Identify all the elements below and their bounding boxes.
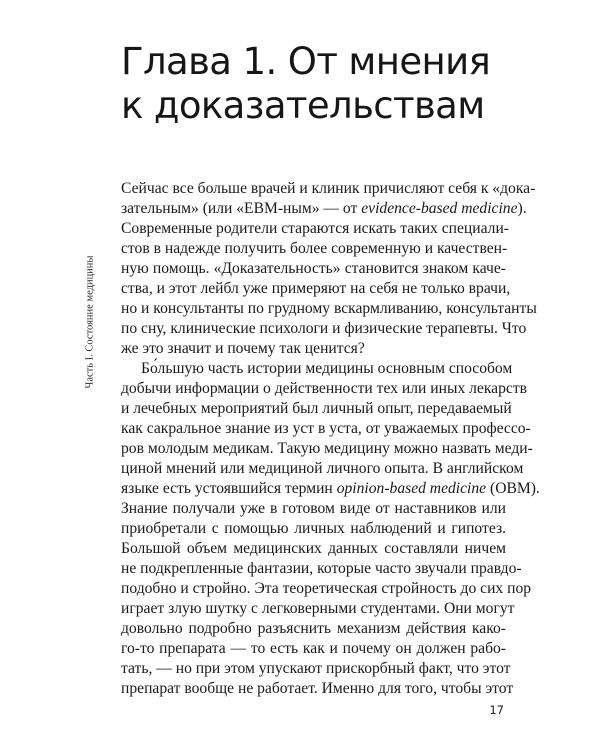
text-line: приобретали с помощью личных наблюдений и гипотез. [121,520,506,537]
body-text [121,179,540,699]
page-number: 17 [489,703,504,717]
italic-term: evidence-based medicine [361,200,518,217]
text-line: не подкрепленные фантазии, которые часто звучали правдо- [121,560,522,577]
text-line: языке есть устоявшийся термин opinion-based medicine (OBM). [121,480,540,497]
text-line: Современные родители стараются искать таких специали- [121,220,509,237]
text-line: Знание получали уже в готовом виде от наставников или [121,500,506,517]
text-line: ства, и этот лейбл уже примеряют на себя не только врачи, [121,280,511,297]
running-head: Часть I. Состояние медицины [84,255,96,389]
text-line: го-то препарата — то есть как и почему он должен рабо- [121,640,506,657]
chapter-title-line-2: к доказательствам [121,84,485,127]
text-line: ров молодым медикам. Такую медицину можно назвать меди- [121,440,533,457]
text-line: стов в надежде получить более современную и качествен- [121,240,508,257]
text-line: и лечебных мероприятий был личный опыт, передаваемый [121,400,512,417]
text-line: довольно подробно разъяснить механизм действия како- [121,620,506,637]
text-line: Сейчас все больше врачей и клиник причисляют себя к «дока- [121,180,536,197]
text-line: циной мнений или медициной личного опыта. В английском [121,460,524,477]
text-line: Бо́льшую часть истории медицины основным способом [141,360,513,377]
text-line: же это значит и почему так ценится? [121,340,365,357]
chapter-title [121,40,490,128]
text-line: Большой объем медицинских данных составляли ничем [121,540,506,557]
text-line: тать, — но при этом упускают прискорбный факт, что этот [121,660,511,677]
text-line: зательным» (или «EBM-ным» — от evidence-based medicine). [121,200,527,217]
text-line: но и консультанты по грудному вскармливанию, консультанты [121,300,537,317]
italic-term: opinion-based medicine [336,480,487,497]
text-line: добычи информации о действенности тех или иных лекарств [121,380,527,397]
text-line: подобно и стройно. Эта теоретическая стройность до сих пор [121,580,532,597]
text-line: как сакральное знание из уст в уста, от уважаемых профессо- [121,420,531,437]
text-line: по сну, клинические психологи и физические терапевты. Что [121,320,527,337]
chapter-title-line-1: Глава 1. От мнения [121,40,491,83]
text-line: играет злую шутку с легковерными студентами. Они могут [121,600,515,617]
text-line: ную помощь. «Доказательность» становится знаком каче- [121,260,506,277]
text-line: препарат вообще не работает. Именно для того, чтобы этот [121,680,514,697]
